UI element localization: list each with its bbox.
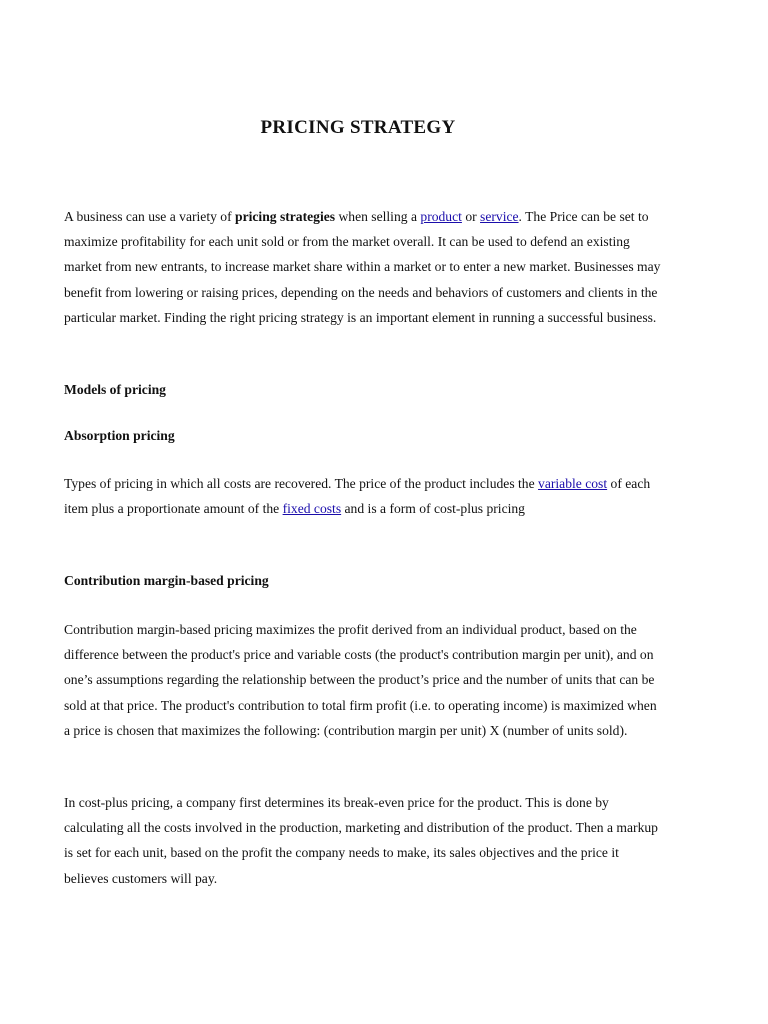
absorption-text-2: of each item plus a proportionate amount of the (64, 476, 651, 517)
page-title: PRICING STRATEGY (260, 117, 456, 138)
intro-paragraph (64, 204, 664, 330)
absorption-paragraph (64, 471, 664, 521)
absorption-pricing-heading: Absorption pricing (64, 428, 175, 443)
intro-text-3: or (461, 209, 481, 224)
service-link[interactable]: service (480, 209, 519, 224)
variable-cost-link[interactable]: variable cost (538, 476, 608, 491)
contribution-paragraph: Contribution margin-based pricing maximizes the profit derived from an individual product, based on the difference between the product's price and variable costs (the product's contribution margin per unit), and on one’s assumptions regarding the relationship between the product’s price and the number of units that can be sold at that price. The product's contribution to total firm profit (i.e. to operating income) is maximized when a price is chosen that maximizes the following: (contribution margin per unit) X (number of units sold). (64, 622, 657, 738)
intro-text-4: . The Price can be set to maximize profitability for each unit sold or from the market overall. It can be used to defend an existing market from new entrants, to increase market share within a market or to enter a new market. Businesses may benefit from lowering or raising prices, depending on the needs and behaviors of customers and clients in the particular market. Finding the right pricing strategy is an important element in running a successful business. (64, 209, 661, 325)
intro-text-1: A business can use a variety of (64, 209, 236, 224)
intro-text-2: when selling a (335, 209, 421, 224)
intro-bold-term: pricing strategies (235, 209, 336, 224)
contribution-margin-heading: Contribution margin-based pricing (64, 573, 269, 588)
fixed-costs-link[interactable]: fixed costs (282, 501, 342, 517)
absorption-text-3: and is a form of cost-plus pricing (341, 501, 525, 517)
absorption-text-1: Types of pricing in which all costs are recovered. The price of the product includes the (64, 476, 539, 491)
product-link[interactable]: product (420, 209, 462, 224)
cost-plus-paragraph: In cost-plus pricing, a company first determines its break-even price for the product. This is done by calculating all the costs involved in the production, marketing and distribution of the product. Then a markup is set for each unit, based on the profit the company needs to make, its sales objectives and the price it believes customers will pay. (64, 795, 658, 886)
models-of-pricing-heading: Models of pricing (64, 382, 166, 397)
